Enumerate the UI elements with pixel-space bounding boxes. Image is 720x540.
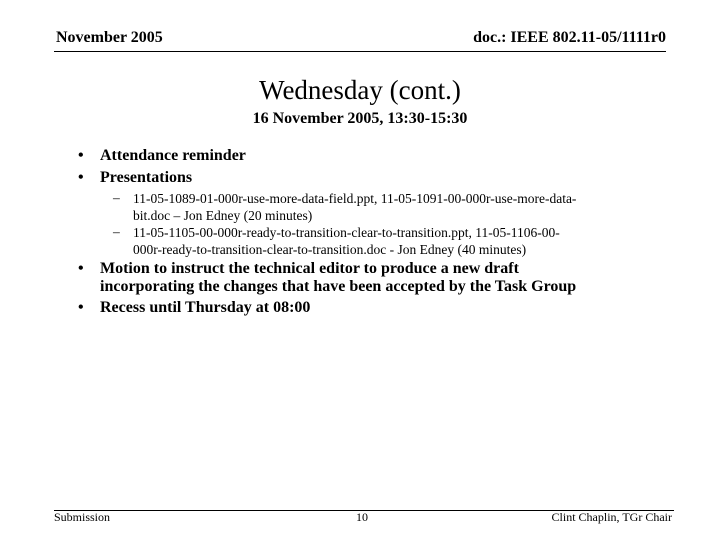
subitem-line: bit.doc – Jon Edney (20 minutes) xyxy=(133,208,313,223)
bullet-presentations: Presentations xyxy=(100,169,193,186)
footer-author: Clint Chaplin, TGr Chair xyxy=(551,510,672,524)
subitem-line: 11-05-1089-01-000r-use-more-data-field.ppt, 11-05-1091-00-000r-use-more-data- xyxy=(133,191,577,206)
bullet-recess: Recess until Thursday at 08:00 xyxy=(100,299,311,316)
subitem-presentation-1 xyxy=(133,190,663,224)
bullet-marker: • xyxy=(78,299,84,316)
bullet-line: incorporating the changes that have been accepted by the Task Group xyxy=(100,278,577,295)
bullet-marker: • xyxy=(78,169,84,186)
footer-submission: Submission xyxy=(54,510,111,524)
subitem-line: 000r-ready-to-transition-clear-to-transition.doc - Jon Edney (40 minutes) xyxy=(133,242,527,257)
subbullet-marker: – xyxy=(113,224,120,239)
bullet-line: Motion to instruct the technical editor to produce a new draft xyxy=(100,260,519,277)
footer-page-number: 10 xyxy=(356,510,368,524)
subbullet-marker: – xyxy=(113,190,120,205)
header-doc-id: doc.: IEEE 802.11-05/1111r0 xyxy=(473,29,666,46)
header-rule xyxy=(54,51,666,52)
subitem-presentation-2 xyxy=(133,224,663,258)
subitem-line: 11-05-1105-00-000r-ready-to-transition-clear-to-transition.ppt, 11-05-1106-00- xyxy=(133,225,560,240)
bullet-marker: • xyxy=(78,147,84,164)
header-date: November 2005 xyxy=(56,29,163,46)
bullet-motion xyxy=(100,260,576,296)
slide-title: Wednesday (cont.) xyxy=(259,75,461,105)
bullet-marker: • xyxy=(78,260,84,277)
slide-subtitle: 16 November 2005, 13:30-15:30 xyxy=(252,110,468,127)
bullet-attendance: Attendance reminder xyxy=(100,147,246,164)
